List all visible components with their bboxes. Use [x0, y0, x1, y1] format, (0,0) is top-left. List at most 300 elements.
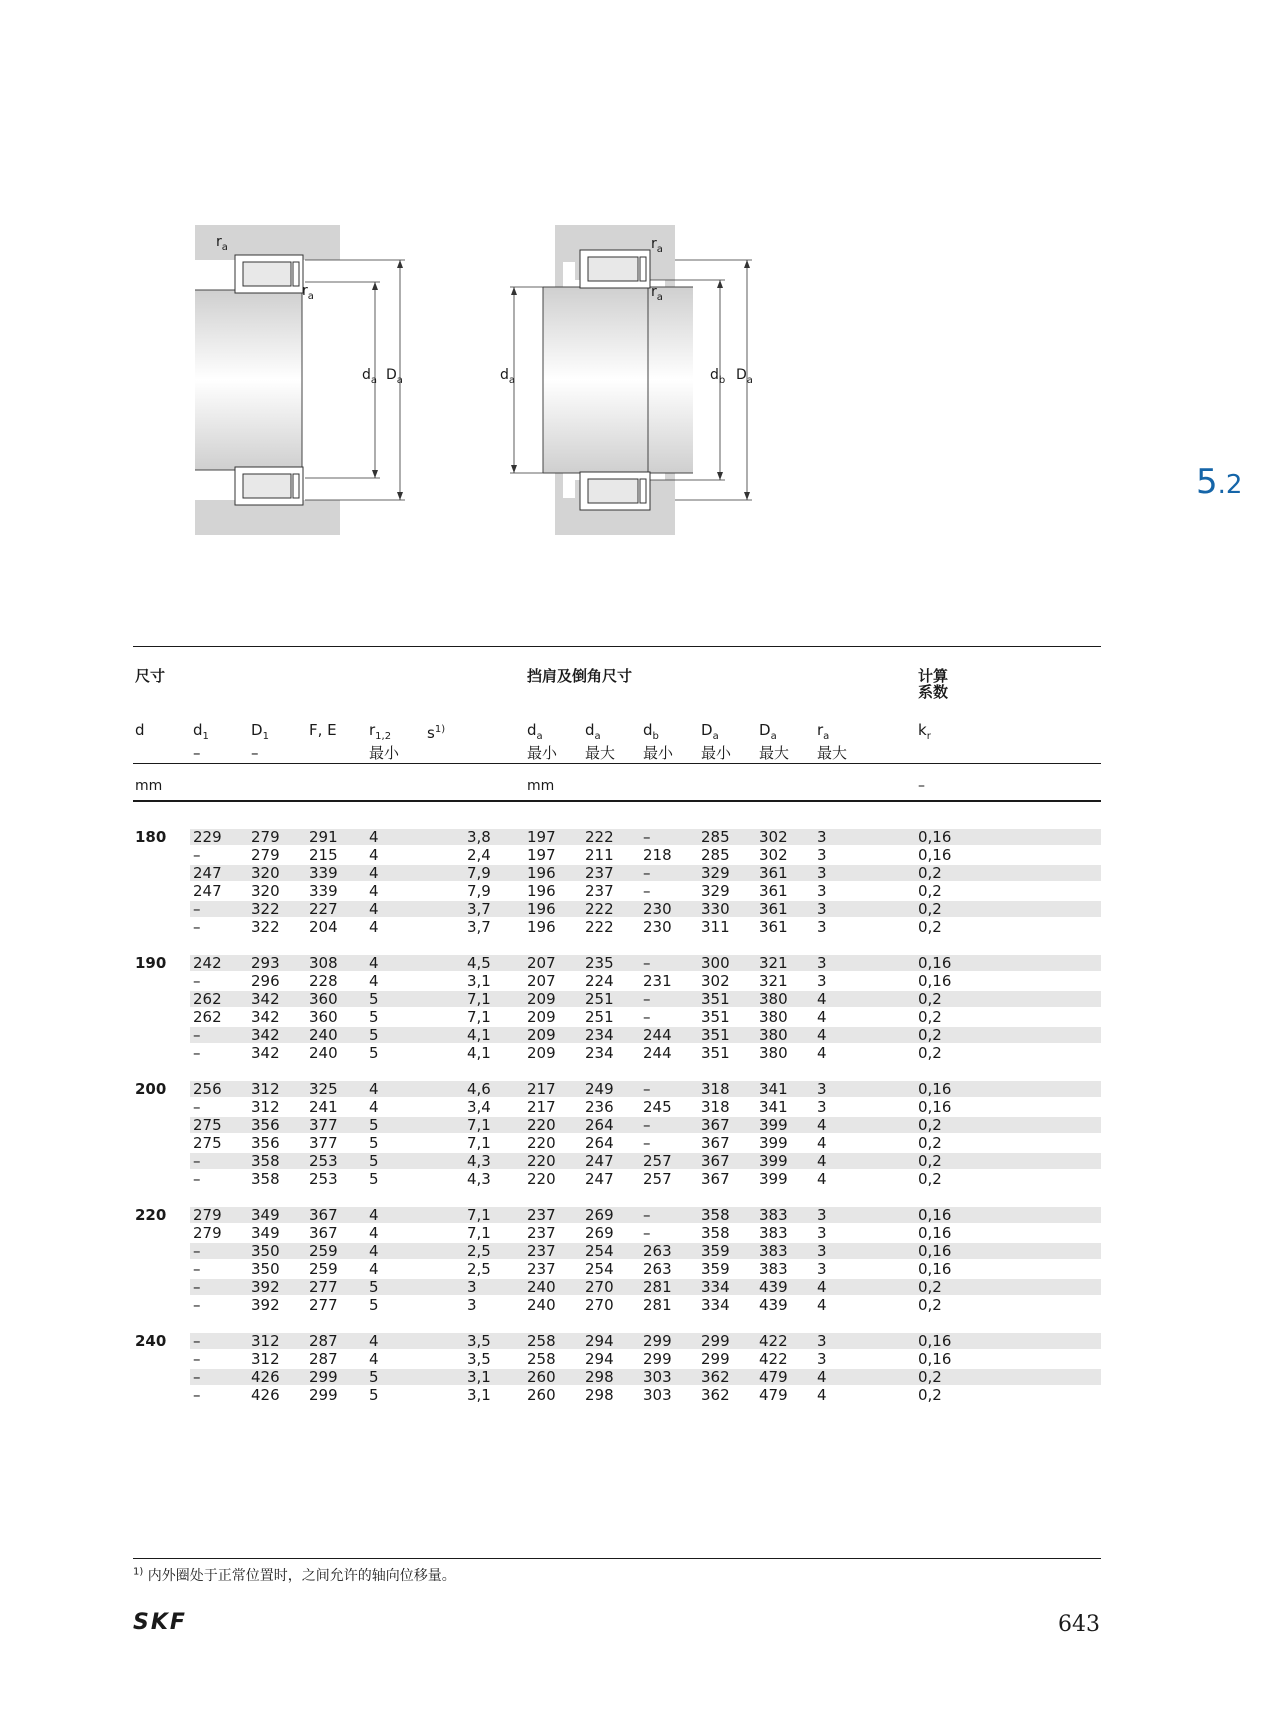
table-cell: 260: [527, 1386, 556, 1404]
table-cell: 361: [759, 900, 788, 918]
table-cell: 229: [193, 828, 222, 846]
table-cell: 251: [585, 990, 614, 1008]
table-cell: 251: [585, 1008, 614, 1026]
table-cell: 4: [369, 1260, 379, 1278]
table-cell: 0,2: [918, 1152, 942, 1170]
table-cell: 4: [817, 1278, 827, 1296]
table-cell: 258: [527, 1350, 556, 1368]
table-cell: 0,2: [918, 1026, 942, 1044]
column-header: $d_b$ 最小: [643, 721, 674, 762]
table-cell: 2,5: [467, 1260, 491, 1278]
table-cell: 367: [701, 1152, 730, 1170]
table-cell: –: [193, 1152, 201, 1170]
table-cell: 351: [701, 990, 730, 1008]
table-cell: 439: [759, 1278, 788, 1296]
table-cell: 3: [817, 1332, 827, 1350]
table-cell: 329: [701, 864, 730, 882]
table-cell: 0,2: [918, 1296, 942, 1314]
table-cell: 231: [643, 972, 672, 990]
table-cell: 247: [585, 1170, 614, 1188]
table-cell: 2,4: [467, 846, 491, 864]
table-cell: 318: [701, 1080, 730, 1098]
table-cell: 0,16: [918, 954, 952, 972]
table-cell: 299: [309, 1386, 338, 1404]
page-number: 643: [1058, 1612, 1100, 1637]
table-cell: 321: [759, 972, 788, 990]
table-cell: 0,2: [918, 918, 942, 936]
table-cell: –: [193, 1386, 201, 1404]
right-ra-mid-label: $r_a$: [651, 284, 663, 303]
table-cell: 196: [527, 864, 556, 882]
units-abutment: mm: [527, 778, 555, 794]
left-ra-mid-label: $r_a$: [302, 283, 314, 302]
table-cell: 5: [369, 1170, 379, 1188]
units-factor: –: [918, 778, 925, 794]
table-cell: 308: [309, 954, 338, 972]
table-cell: 281: [643, 1278, 672, 1296]
table-cell: 3: [817, 1098, 827, 1116]
table-cell: 320: [251, 882, 280, 900]
table-cell: 5: [369, 1368, 379, 1386]
column-header: $d_a$ 最小: [527, 721, 558, 762]
table-cell: 237: [527, 1260, 556, 1278]
table-cell: –: [193, 1368, 201, 1386]
table-cell: 240: [309, 1026, 338, 1044]
table-cell: 377: [309, 1116, 338, 1134]
table-cell: 230: [643, 900, 672, 918]
table-cell: 287: [309, 1332, 338, 1350]
table-cell: 330: [701, 900, 730, 918]
table-cell: 0,2: [918, 864, 942, 882]
table-cell: 270: [585, 1296, 614, 1314]
table-cell: 383: [759, 1224, 788, 1242]
column-header: $d_1$ –: [193, 721, 209, 762]
table-cell: 342: [251, 1044, 280, 1062]
table-cell: 4: [369, 918, 379, 936]
table-cell: 209: [527, 1008, 556, 1026]
table-cell: 4: [369, 1206, 379, 1224]
table-cell: –: [643, 864, 651, 882]
table-cell: 380: [759, 990, 788, 1008]
table-cell: 329: [701, 882, 730, 900]
table-cell: 279: [251, 828, 280, 846]
table-cell: 342: [251, 1008, 280, 1026]
table-cell: 0,2: [918, 1170, 942, 1188]
table-cell: 240: [527, 1278, 556, 1296]
table-cell: 342: [251, 990, 280, 1008]
table-cell: 392: [251, 1278, 280, 1296]
table-cell: 383: [759, 1206, 788, 1224]
table-cell: 247: [193, 882, 222, 900]
table-cell: 7,1: [467, 1206, 491, 1224]
table-cell: 218: [643, 846, 672, 864]
table-cell: 4: [817, 1386, 827, 1404]
table-cell: 5: [369, 1386, 379, 1404]
table-cell: 287: [309, 1350, 338, 1368]
table-cell: 361: [759, 918, 788, 936]
table-cell: 263: [643, 1260, 672, 1278]
table-cell: –: [643, 990, 651, 1008]
table-cell: 4,3: [467, 1152, 491, 1170]
column-header: $D_1$ –: [251, 721, 269, 762]
table-cell: 279: [193, 1206, 222, 1224]
table-cell: 7,1: [467, 1008, 491, 1026]
table-cell: 4: [369, 1224, 379, 1242]
table-cell: 0,2: [918, 1278, 942, 1296]
column-header: d: [135, 721, 145, 739]
table-cell: 2,5: [467, 1242, 491, 1260]
table-cell: 264: [585, 1134, 614, 1152]
table-cell: 237: [527, 1206, 556, 1224]
table-cell: 4: [369, 1350, 379, 1368]
table-cell: 244: [643, 1044, 672, 1062]
table-cell: 3,7: [467, 900, 491, 918]
table-cell: –: [193, 1350, 201, 1368]
table-cell: 222: [585, 828, 614, 846]
table-cell: –: [193, 1296, 201, 1314]
table-cell: 269: [585, 1206, 614, 1224]
table-cell: 220: [527, 1116, 556, 1134]
table-cell: 257: [643, 1152, 672, 1170]
table-cell: 349: [251, 1224, 280, 1242]
table-cell: 351: [701, 1044, 730, 1062]
table-cell: 325: [309, 1080, 338, 1098]
table-cell: 5: [369, 1008, 379, 1026]
table-cell: 300: [701, 954, 730, 972]
table-cell: 215: [309, 846, 338, 864]
table-cell: 277: [309, 1278, 338, 1296]
table-cell: –: [193, 1026, 201, 1044]
footnote: $^{1)}$ 内外圈处于正常位置时，之间允许的轴向位移量。: [133, 1566, 456, 1584]
table-cell: 237: [585, 882, 614, 900]
group-bore-diameter: 180: [135, 828, 167, 846]
table-cell: 281: [643, 1296, 672, 1314]
table-cell: 244: [643, 1026, 672, 1044]
table-cell: 237: [527, 1242, 556, 1260]
table-cell: 4: [369, 972, 379, 990]
table-cell: 3,4: [467, 1098, 491, 1116]
table-cell: 4: [817, 1368, 827, 1386]
table-cell: 0,16: [918, 828, 952, 846]
table-cell: 5: [369, 1044, 379, 1062]
right-da-label: $d_a$: [500, 367, 516, 386]
header-abutment: 挡肩及倒角尺寸: [527, 667, 633, 685]
table-cell: 222: [585, 900, 614, 918]
table-cell: 262: [193, 1008, 222, 1026]
table-cell: 312: [251, 1098, 280, 1116]
table-cell: 312: [251, 1080, 280, 1098]
table-cell: 339: [309, 882, 338, 900]
table-cell: 362: [701, 1386, 730, 1404]
table-cell: 303: [643, 1386, 672, 1404]
table-cell: 279: [251, 846, 280, 864]
table-cell: 299: [309, 1368, 338, 1386]
table-cell: –: [193, 1044, 201, 1062]
table-cell: 211: [585, 846, 614, 864]
table-cell: 4: [817, 1296, 827, 1314]
units-rule: [133, 800, 1101, 802]
table-cell: 259: [309, 1260, 338, 1278]
section-number: 5.2: [1196, 462, 1243, 502]
table-cell: –: [643, 882, 651, 900]
column-header: $s^{1)}$: [427, 724, 446, 742]
table-cell: 5: [369, 1134, 379, 1152]
table-cell: –: [643, 1206, 651, 1224]
column-header: $d_a$ 最大: [585, 721, 616, 762]
table-cell: 3,5: [467, 1332, 491, 1350]
table-cell: 5: [369, 1278, 379, 1296]
table-cell: 341: [759, 1098, 788, 1116]
table-cell: 0,16: [918, 972, 952, 990]
table-cell: 269: [585, 1224, 614, 1242]
table-cell: 383: [759, 1260, 788, 1278]
table-cell: 351: [701, 1026, 730, 1044]
table-cell: 422: [759, 1332, 788, 1350]
table-cell: 263: [643, 1242, 672, 1260]
table-cell: 367: [309, 1224, 338, 1242]
table-cell: 3: [817, 1260, 827, 1278]
table-cell: 247: [585, 1152, 614, 1170]
table-cell: 3: [817, 828, 827, 846]
table-cell: 222: [585, 918, 614, 936]
table-cell: –: [193, 1170, 201, 1188]
table-cell: –: [193, 1242, 201, 1260]
table-cell: 253: [309, 1170, 338, 1188]
table-cell: 0,16: [918, 1332, 952, 1350]
table-cell: –: [193, 1260, 201, 1278]
table-cell: 318: [701, 1098, 730, 1116]
table-cell: 383: [759, 1242, 788, 1260]
table-cell: 321: [759, 954, 788, 972]
table-cell: 3: [817, 1206, 827, 1224]
table-cell: 298: [585, 1386, 614, 1404]
table-cell: 4,1: [467, 1044, 491, 1062]
table-cell: 217: [527, 1080, 556, 1098]
table-cell: –: [193, 846, 201, 864]
table-cell: 358: [251, 1152, 280, 1170]
table-cell: 380: [759, 1044, 788, 1062]
table-cell: 361: [759, 882, 788, 900]
right-Da-label: $D_a$: [736, 367, 753, 386]
table-cell: 253: [309, 1152, 338, 1170]
table-cell: –: [643, 1080, 651, 1098]
table-cell: 302: [759, 846, 788, 864]
table-cell: 399: [759, 1116, 788, 1134]
table-cell: 3: [467, 1278, 477, 1296]
table-cell: 207: [527, 954, 556, 972]
table-cell: 240: [309, 1044, 338, 1062]
table-cell: 3,5: [467, 1350, 491, 1368]
table-cell: 209: [527, 1044, 556, 1062]
table-cell: 377: [309, 1134, 338, 1152]
table-cell: 299: [701, 1350, 730, 1368]
table-cell: 3: [817, 846, 827, 864]
table-cell: 5: [369, 1152, 379, 1170]
table-cell: 196: [527, 918, 556, 936]
table-cell: 334: [701, 1278, 730, 1296]
table-cell: 299: [643, 1332, 672, 1350]
table-cell: –: [643, 1008, 651, 1026]
table-cell: 4: [369, 1242, 379, 1260]
table-cell: 3: [817, 864, 827, 882]
table-cell: 0,2: [918, 1134, 942, 1152]
table-cell: 7,9: [467, 864, 491, 882]
table-cell: 350: [251, 1260, 280, 1278]
table-cell: 4: [369, 1332, 379, 1350]
table-cell: 380: [759, 1026, 788, 1044]
table-cell: 380: [759, 1008, 788, 1026]
column-header: F, E: [309, 721, 337, 739]
table-cell: 196: [527, 882, 556, 900]
table-cell: –: [193, 900, 201, 918]
table-cell: 259: [309, 1242, 338, 1260]
table-cell: 479: [759, 1368, 788, 1386]
table-cell: 359: [701, 1260, 730, 1278]
table-cell: 256: [193, 1080, 222, 1098]
group-bore-diameter: 190: [135, 954, 167, 972]
table-cell: 237: [527, 1224, 556, 1242]
table-cell: 264: [585, 1116, 614, 1134]
table-cell: 0,2: [918, 900, 942, 918]
table-cell: 247: [193, 864, 222, 882]
table-cell: 258: [527, 1332, 556, 1350]
table-cell: 217: [527, 1098, 556, 1116]
table-cell: 4: [817, 1170, 827, 1188]
table-cell: 302: [701, 972, 730, 990]
table-cell: 235: [585, 954, 614, 972]
table-cell: 270: [585, 1278, 614, 1296]
table-cell: –: [193, 1278, 201, 1296]
table-cell: 426: [251, 1386, 280, 1404]
table-cell: 349: [251, 1206, 280, 1224]
table-cell: 7,1: [467, 1224, 491, 1242]
right-ra-top-label: $r_a$: [651, 236, 663, 255]
column-header: $k_r$: [918, 721, 931, 742]
table-cell: –: [193, 1332, 201, 1350]
table-cell: 4: [817, 1044, 827, 1062]
table-cell: 197: [527, 828, 556, 846]
table-cell: 322: [251, 918, 280, 936]
table-cell: 302: [759, 828, 788, 846]
table-cell: 4: [369, 828, 379, 846]
table-cell: 312: [251, 1350, 280, 1368]
table-cell: 3: [817, 1080, 827, 1098]
table-cell: 7,1: [467, 1134, 491, 1152]
table-cell: 399: [759, 1170, 788, 1188]
table-cell: 303: [643, 1368, 672, 1386]
table-cell: 3: [817, 1242, 827, 1260]
table-cell: 0,16: [918, 1098, 952, 1116]
group-bore-diameter: 220: [135, 1206, 167, 1224]
table-cell: 426: [251, 1368, 280, 1386]
table-cell: 479: [759, 1386, 788, 1404]
table-cell: 0,16: [918, 1242, 952, 1260]
table-cell: 358: [701, 1206, 730, 1224]
table-cell: 262: [193, 990, 222, 1008]
table-cell: 241: [309, 1098, 338, 1116]
table-cell: 3: [817, 972, 827, 990]
table-cell: 224: [585, 972, 614, 990]
table-cell: 277: [309, 1296, 338, 1314]
table-cell: 293: [251, 954, 280, 972]
table-cell: 4: [369, 1080, 379, 1098]
left-ra-top-label: $r_a$: [216, 234, 228, 253]
table-cell: –: [643, 828, 651, 846]
table-cell: 367: [701, 1170, 730, 1188]
table-cell: 4: [369, 954, 379, 972]
table-cell: –: [193, 918, 201, 936]
table-cell: 356: [251, 1134, 280, 1152]
table-cell: 227: [309, 900, 338, 918]
table-cell: 237: [585, 864, 614, 882]
table-cell: 3,1: [467, 1368, 491, 1386]
table-cell: 3,7: [467, 918, 491, 936]
table-cell: 3: [817, 882, 827, 900]
table-cell: –: [193, 1098, 201, 1116]
table-cell: 228: [309, 972, 338, 990]
table-cell: 285: [701, 828, 730, 846]
column-header: $r_{1,2}$ 最小: [369, 721, 400, 762]
table-cell: 4: [369, 864, 379, 882]
table-cell: 196: [527, 900, 556, 918]
table-cell: 4,6: [467, 1080, 491, 1098]
table-cell: 204: [309, 918, 338, 936]
table-cell: 350: [251, 1242, 280, 1260]
table-cell: 220: [527, 1152, 556, 1170]
table-cell: 5: [369, 1296, 379, 1314]
table-cell: 4,3: [467, 1170, 491, 1188]
table-cell: 240: [527, 1296, 556, 1314]
table-cell: 422: [759, 1350, 788, 1368]
table-cell: 339: [309, 864, 338, 882]
table-cell: 360: [309, 1008, 338, 1026]
table-cell: 5: [369, 1116, 379, 1134]
table-cell: 3,1: [467, 1386, 491, 1404]
table-cell: 4: [817, 1026, 827, 1044]
table-cell: 0,16: [918, 1260, 952, 1278]
table-cell: 3: [817, 918, 827, 936]
table-cell: 7,9: [467, 882, 491, 900]
table-cell: 399: [759, 1134, 788, 1152]
table-cell: 367: [701, 1116, 730, 1134]
table-cell: 4: [369, 1098, 379, 1116]
table-cell: 230: [643, 918, 672, 936]
footnote-rule: [133, 1558, 1101, 1559]
left-Da-label: $D_a$: [386, 367, 403, 386]
table-cell: 245: [643, 1098, 672, 1116]
table-cell: 257: [643, 1170, 672, 1188]
table-cell: 0,2: [918, 1386, 942, 1404]
table-cell: 299: [701, 1332, 730, 1350]
table-cell: 4,5: [467, 954, 491, 972]
table-cell: 0,16: [918, 1224, 952, 1242]
table-cell: 362: [701, 1368, 730, 1386]
header-factor: 计算 系数: [918, 667, 949, 701]
table-cell: 0,2: [918, 1044, 942, 1062]
header-rule: [133, 763, 1101, 764]
table-cell: 4: [817, 1116, 827, 1134]
table-cell: 234: [585, 1026, 614, 1044]
table-cell: 197: [527, 846, 556, 864]
table-cell: 4: [369, 846, 379, 864]
table-cell: 7,1: [467, 1116, 491, 1134]
table-cell: 3: [817, 1224, 827, 1242]
table-cell: 209: [527, 990, 556, 1008]
table-cell: 5: [369, 990, 379, 1008]
group-bore-diameter: 240: [135, 1332, 167, 1350]
table-cell: 4: [817, 990, 827, 1008]
table-top-rule: [133, 646, 1101, 647]
